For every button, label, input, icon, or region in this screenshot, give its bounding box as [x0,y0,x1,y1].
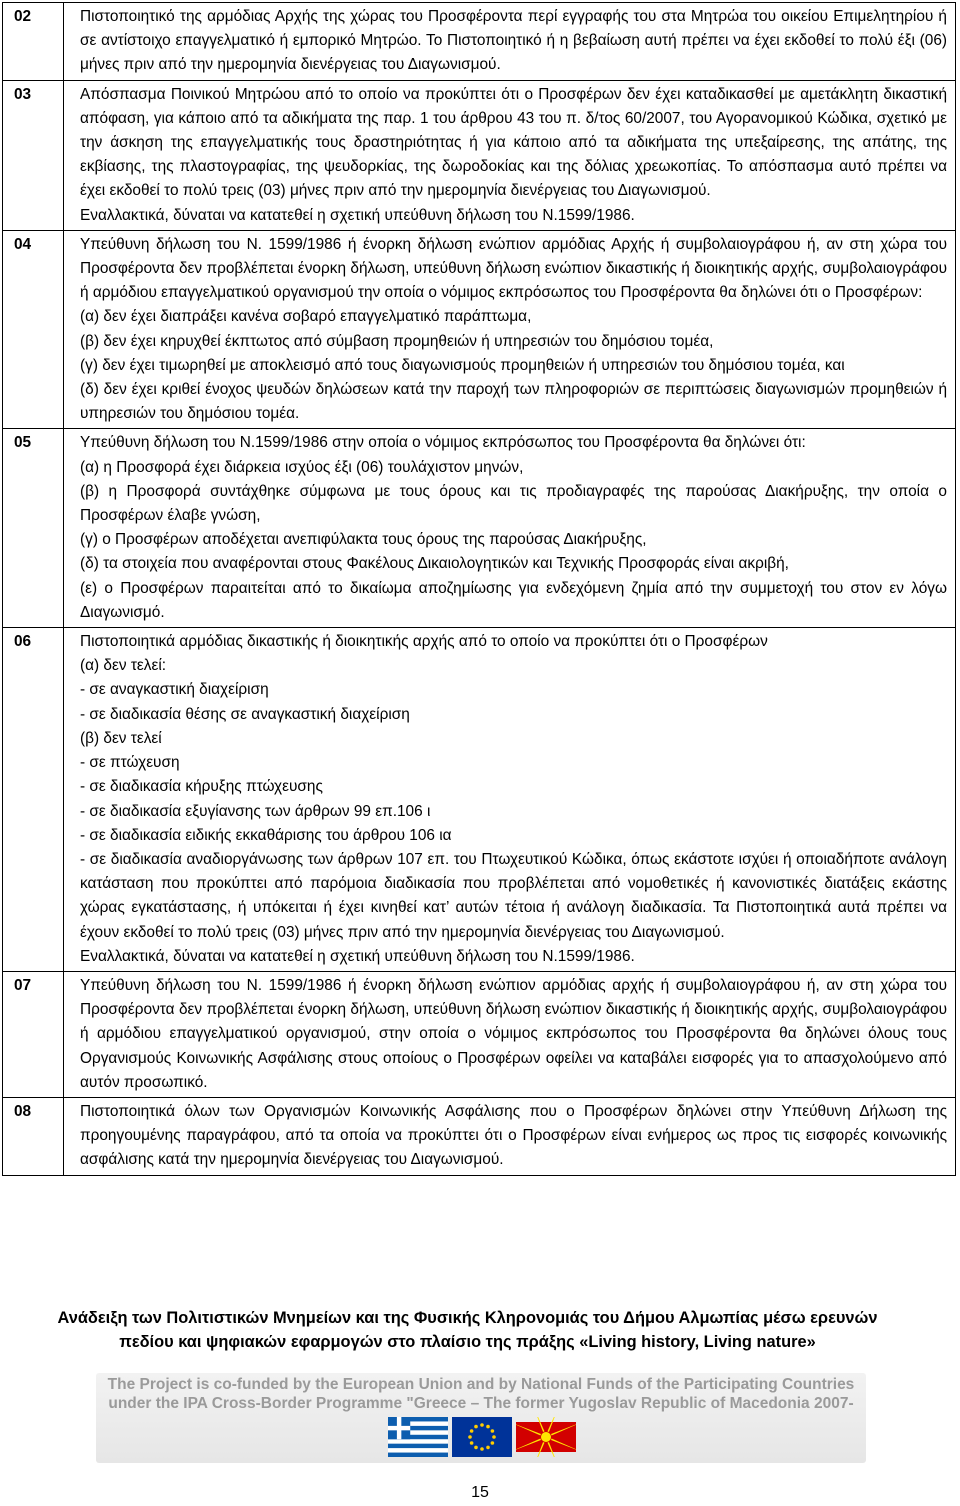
requirement-number: 04 [3,230,64,429]
requirement-row [3,80,956,230]
funding-text-line-2: under the IPA Cross-Border Programme "Greece – The former Yugoslav Republic of Macedonia 2007- [108,1395,854,1412]
requirement-row [3,429,956,628]
requirement-text [64,230,956,429]
requirement-line: Εναλλακτικά, δύναται να κατατεθεί η σχετική υπεύθυνη δήλωση του Ν.1599/1986. [80,947,635,965]
requirement-line: Πιστοποιητικά αρμόδιας δικαστικής ή διοικητικής αρχής από το οποίο να προκύπτει ότι ο Προσφέρων [80,633,768,651]
funding-text-line-1: The Project is co-funded by the European Union and by National Funds of the Participating Countries [107,1376,855,1393]
requirement-line: (ε) ο Προσφέρων παραιτείται από το δικαίωμα αποζημίωσης για ενδεχόμενη ζημία από την συμμετοχή του στον εν λόγω Διαγωνισμό. [80,579,947,621]
macedonia-flag-icon [516,1417,576,1457]
requirement-line: Πιστοποιητικό της αρμόδιας Αρχής της χώρας του Προσφέροντα περί εγγραφής του στα Μητρώα του οικείου Επιμελητηρίου ή σε αντίστοιχο επαγγελματικό ή εμπορικό Μητρώο. Το Πιστοποιητικό ή η βεβαίωση αυτή πρέπει να έχει εκδοθεί το πολύ έξι (06) μήνες πριν από την ημερομηνία διενέργειας του Διαγωνισμού. [80,8,947,74]
requirement-text [64,3,956,81]
project-title-line-1: Ανάδειξη των Πολιτιστικών Μνημείων και της Φυσικής Κληρονομιάς του Δήμου Αλμωπίας μέσω ερευνών [57,1309,878,1327]
requirements-table [2,2,956,1176]
requirement-line: Υπεύθυνη δήλωση του Ν. 1599/1986 ή ένορκη δήλωση ενώπιον αρμόδιας αρχής ή συμβολαιογράφου ή, αν στη χώρα του Προσφέροντα δεν προβλέπεται ένορκη δήλωση, υπεύθυνη δήλωση ενώπιον δικαστικής ή διοικητικής αρχής, συμβολαιογράφου ή αρμόδιου επαγγελματικού οργανισμού, στην οποία ο νόμιμος εκπρόσωπος του Προσφέροντα θα δηλώνει όλους τους Οργανισμούς Κοινωνικής Ασφάλισης στους οποίους ο Προσφέρων οφείλει να καταβάλει εισφορές για το απασχολούμενο από αυτόν προσωπικό. [80,976,947,1091]
page-number: 15 [471,1484,489,1501]
requirement-line: Υπεύθυνη δήλωση του Ν.1599/1986 στην οποία ο νόμιμος εκπρόσωπος του Προσφέροντα θα δηλώνει ότι: [80,434,806,452]
requirement-line: (δ) τα στοιχεία που αναφέρονται στους Φακέλους Δικαιολογητικών και Τεχνικής Προσφοράς είναι ακριβή, [80,555,789,573]
eu-flag-icon [452,1417,512,1457]
requirement-line: (β) δεν έχει κηρυχθεί έκπτωτος από σύμβαση προμηθειών ή υπηρεσιών του δημόσιου τομέα, [80,332,714,350]
requirement-line: Πιστοποιητικά όλων των Οργανισμών Κοινωνικής Ασφάλισης που ο Προσφέρων δηλώνει στην Υπεύθυνη Δήλωση της προηγουμένης παραγράφου, από τα οποία να προκύπτει ότι ο Προσφέρων είναι ενήμερος ως προς τις εισφορές κοινωνικής ασφάλισης κατά την ημερομηνία διενέργειας του Διαγωνισμού. [80,1102,947,1169]
requirement-line: Απόσπασμα Ποινικού Μητρώου από το οποίο να προκύπτει ότι ο Προσφέρων δεν έχει καταδικασθεί με αμετάκλητη δικαστική απόφαση, για κάποιο από τα αδικήματα της παρ. 1 του άρθρου 43 του π. δ/τος 60/2007, του Αγορανομικού Κώδικα, σχετικό με την άσκηση της επαγγελματικής τους δραστηριότητας ή για κάποιο από τα αδικήματα της υπεξαίρεσης, της απάτης, της εκβίασης, της πλαστογραφίας, της ψευδορκίας, της δωροδοκίας και της δόλιας χρεωκοπίας. Το απόσπασμα αυτό πρέπει να έχει εκδοθεί το πολύ τρεις (03) μήνες πριν από την ημερομηνία διενέργειας του Διαγωνισμού. [80,85,947,200]
requirement-line: (α) δεν τελεί: [80,657,167,675]
requirement-row [3,628,956,972]
requirement-text [64,628,956,972]
project-title-line-2: πεδίου και ψηφιακών εφαρμογών στο πλαίσιο της πράξης «Living history, Living nature» [119,1333,816,1351]
requirement-line: - σε πτώχευση [80,754,180,772]
greek-flag-icon [388,1417,448,1457]
requirement-row [3,971,956,1097]
requirement-line: (β) η Προσφορά συντάχθηκε σύμφωνα με τους όρους και τις προδιαγραφές της παρούσας Διακήρυξης, την οποία ο Προσφέρων έλαβε γνώση, [80,482,947,525]
requirement-line: - σε διαδικασία αναδιοργάνωσης των άρθρων 107 επ. του Πτωχευτικού Κώδικα, όπως εκάστοτε ισχύει ή οποιαδήποτε ανάλογη κατάσταση που προκύπτει από παρόμοια διαδικασία που προβλέπεται από νομοθετικές ή κανονιστικές διατάξεις εκάστης χώρας εγκατάστασης, ή υπόκειται ή έχει κινηθεί κατ’ αυτών τέτοια ή ανάλογη διαδικασία. Τα Πιστοποιητικά αυτά πρέπει να έχουν εκδοθεί το πολύ τρεις (03) μήνες πριν από την ημερομηνία διενέργειας του Διαγωνισμού. [80,850,947,941]
requirement-row [3,3,956,81]
requirement-line: (δ) δεν έχει κριθεί ένοχος ψευδών δηλώσεων κατά την παροχή των πληροφοριών σε περιπτώσεις διαγωνισμών προμηθειών ή υπηρεσιών του δημόσιου τομέα. [80,381,947,423]
requirement-row [3,230,956,429]
requirement-line: (β) δεν τελεί [80,729,162,747]
funding-banner [96,1373,866,1463]
requirement-line: - σε διαδικασία εξυγίανσης των άρθρων 99 επ.106 ι [80,802,431,820]
requirement-number: 07 [3,971,64,1097]
requirement-row [3,1097,956,1175]
requirement-line: (α) δεν έχει διαπράξει κανένα σοβαρό επαγγελματικό παράπτωμα, [80,308,532,326]
requirement-number: 05 [3,429,64,628]
requirement-line: - σε διαδικασία θέσης σε αναγκαστική διαχείριση [80,705,410,723]
requirement-line: Εναλλακτικά, δύναται να κατατεθεί η σχετική υπεύθυνη δήλωση του Ν.1599/1986. [80,206,635,224]
requirement-number: 02 [3,3,64,81]
requirement-text [64,429,956,628]
requirement-number: 06 [3,628,64,972]
requirement-line: - σε αναγκαστική διαχείριση [80,681,269,699]
requirement-line: (γ) ο Προσφέρων αποδέχεται ανεπιφύλακτα τους όρους της παρούσας Διακήρυξης, [80,531,647,549]
project-title [0,1306,935,1354]
requirement-text [64,1097,956,1175]
requirement-number: 03 [3,80,64,230]
requirement-text [64,971,956,1097]
requirement-number: 08 [3,1097,64,1175]
requirement-line: (α) η Προσφορά έχει διάρκεια ισχύος έξι (06) τουλάχιστον μηνών, [80,458,524,476]
requirement-line: Υπεύθυνη δήλωση του Ν. 1599/1986 ή ένορκη δήλωση ενώπιον αρμόδιας Αρχής ή συμβολαιογράφου ή, αν στη χώρα του Προσφέροντα δεν προβλέπεται ένορκη δήλωση, υπεύθυνη δήλωση ενώπιον δικαστικής ή διοικητικής αρχής, συμβολαιογράφου ή αρμόδιου επαγγελματικού οργανισμού την οποία ο νόμιμος εκπρόσωπος του Προσφέροντα θα δηλώνει ότι ο Προσφέρων: [80,235,947,302]
requirement-line: - σε διαδικασία ειδικής εκκαθάρισης του άρθρου 106 ια [80,826,452,844]
requirement-text [64,80,956,230]
requirement-line: - σε διαδικασία κήρυξης πτώχευσης [80,778,323,796]
requirement-line: (γ) δεν έχει τιμωρηθεί με αποκλεισμό από τους διαγωνισμούς προμηθειών ή υπηρεσιών του δημόσιου τομέα, και [80,356,845,374]
